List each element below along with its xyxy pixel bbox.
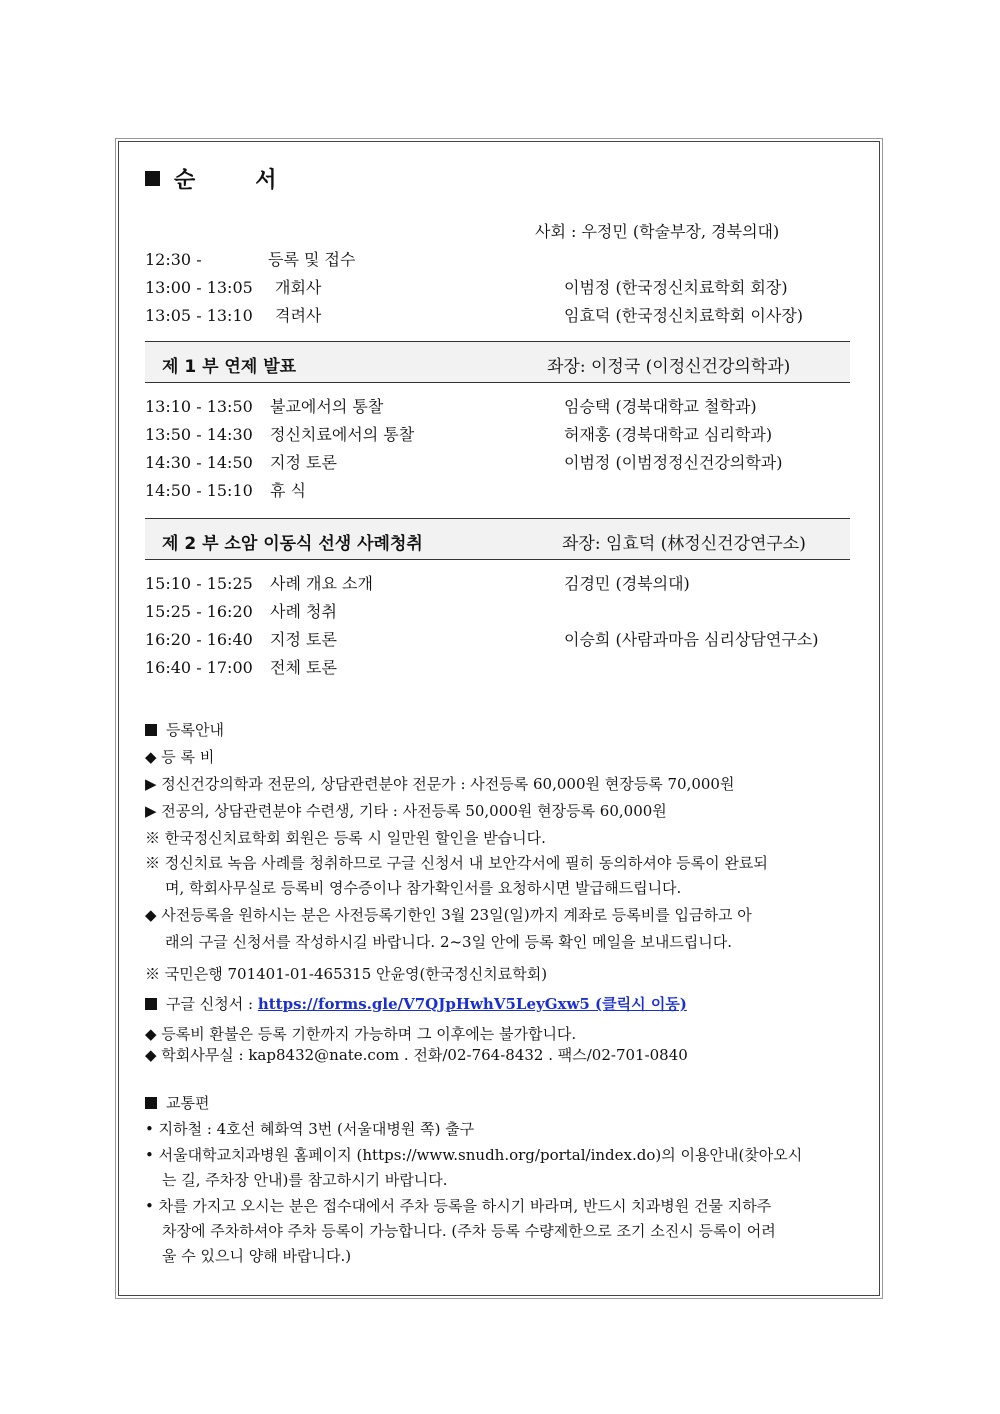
- schedule-item: 격려사: [275, 306, 322, 325]
- refund-policy: ◆ 등록비 환불은 등록 기한까지 가능하며 그 이후에는 불가합니다.: [145, 1025, 577, 1043]
- schedule-person: 이승희 (사람과마음 심리상담연구소): [564, 630, 819, 649]
- fee-line: ▶ 전공의, 상담관련분야 수련생, 기타 : 사전등록 50,000원 현장등록 60,000원: [145, 802, 667, 820]
- google-form-row: 구글 신청서 : https://forms.gle/V7QJpHwhV5LeyGxw5 (클릭시 이동): [145, 994, 687, 1014]
- office-contact: ◆ 학회사무실 : kap8432@nate.com . 전화/02-764-8432 . 팩스/02-701-0840: [145, 1046, 688, 1064]
- section1-label: 제 1 부 연제 발표: [162, 357, 297, 377]
- fee-line: ▶ 정신건강의학과 전문의, 상담관련분야 전문가 : 사전등록 60,000원 현장등록 70,000원: [145, 775, 735, 793]
- section1-header: [145, 341, 850, 383]
- transport-parking-cont2: 울 수 있으니 양해 바랍니다.): [162, 1247, 352, 1265]
- schedule-item: 사례 개요 소개: [270, 574, 373, 593]
- schedule-person: 김경민 (경북의대): [564, 574, 690, 593]
- schedule-time: 13:00 - 13:05: [145, 278, 253, 297]
- registration-heading: 등록안내: [145, 720, 224, 740]
- schedule-time: 13:10 - 13:50: [145, 397, 253, 416]
- schedule-time: 15:10 - 15:25: [145, 574, 253, 593]
- schedule-person: 허재홍 (경북대학교 심리학과): [564, 425, 773, 444]
- schedule-item: 전체 토론: [270, 658, 337, 677]
- fee-heading: ◆ 등 록 비: [145, 748, 215, 766]
- transport-homepage: • 서울대학교치과병원 홈페이지 (https://www.snudh.org/portal/index.do)의 이용안내(찾아오시: [145, 1146, 803, 1164]
- square-bullet-icon: [145, 171, 160, 186]
- security-note-cont: 며, 학회사무실로 등록비 영수증이나 참가확인서를 요청하시면 발급해드립니다.: [165, 879, 682, 897]
- schedule-item: 정신치료에서의 통찰: [270, 425, 415, 444]
- schedule-item: 개회사: [275, 278, 322, 297]
- schedule-time: 16:40 - 17:00: [145, 658, 253, 677]
- bank-account: ※ 국민은행 701401-01-465315 안윤영(한국정신치료학회): [145, 965, 548, 983]
- schedule-person: 이범정 (한국정신치료학회 회장): [564, 278, 788, 297]
- schedule-time: 12:30 -: [145, 250, 202, 269]
- section2-header: [145, 518, 850, 560]
- schedule-item: 등록 및 접수: [268, 250, 356, 269]
- preregistration-note-cont: 래의 구글 신청서를 작성하시길 바랍니다. 2~3일 안에 등록 확인 메일을 보내드립니다.: [165, 933, 733, 951]
- schedule-time: 14:50 - 15:10: [145, 481, 253, 500]
- schedule-time: 15:25 - 16:20: [145, 602, 253, 621]
- member-discount-note: ※ 한국정신치료학회 회원은 등록 시 일만원 할인을 받습니다.: [145, 829, 546, 847]
- square-bullet-icon: [145, 998, 157, 1010]
- moderator: 사회 : 우정민 (학술부장, 경북의대): [535, 222, 780, 241]
- schedule-person: 이범정 (이범정정신건강의학과): [564, 453, 783, 472]
- section2-label: 제 2 부 소암 이동식 선생 사례청취: [162, 534, 423, 554]
- schedule-item: 불교에서의 통찰: [270, 397, 384, 416]
- schedule-item: 지정 토론: [270, 630, 337, 649]
- security-note: ※ 정신치료 녹음 사례를 청취하므로 구글 신청서 내 보안각서에 필히 동의하셔야 등록이 완료되: [145, 854, 768, 872]
- transport-heading: 교통편: [145, 1093, 209, 1113]
- preregistration-note: ◆ 사전등록을 원하시는 분은 사전등록기한인 3월 23일(일)까지 계좌로 등록비를 입금하고 아: [145, 906, 752, 924]
- section2-chair: 좌장: 임효덕 (林정신건강연구소): [562, 534, 806, 554]
- schedule-item: 사례 청취: [270, 602, 337, 621]
- section1-chair: 좌장: 이정국 (이정신건강의학과): [547, 357, 791, 377]
- google-form-link[interactable]: https://forms.gle/V7QJpHwhV5LeyGxw5 (클릭시 이동): [257, 995, 687, 1013]
- schedule-item: 휴 식: [270, 481, 306, 500]
- schedule-item: 지정 토론: [270, 453, 337, 472]
- transport-parking-cont: 차장에 주차하셔야 주차 등록이 가능합니다. (주차 등록 수량제한으로 조기 소진시 등록이 어려: [162, 1222, 776, 1240]
- square-bullet-icon: [145, 1097, 157, 1109]
- schedule-time: 16:20 - 16:40: [145, 630, 253, 649]
- schedule-time: 13:50 - 14:30: [145, 425, 253, 444]
- square-bullet-icon: [145, 724, 157, 736]
- schedule-time: 13:05 - 13:10: [145, 306, 253, 325]
- schedule-time: 14:30 - 14:50: [145, 453, 253, 472]
- transport-parking: • 차를 가지고 오시는 분은 접수대에서 주차 등록을 하시기 바라며, 반드시 치과병원 건물 지하주: [145, 1197, 772, 1215]
- schedule-person: 임승택 (경북대학교 철학과): [564, 397, 757, 416]
- transport-homepage-cont: 는 길, 주차장 안내)를 참고하시기 바랍니다.: [162, 1171, 448, 1189]
- schedule-person: 임효덕 (한국정신치료학회 이사장): [564, 306, 804, 325]
- program-title: 순 서: [145, 163, 277, 194]
- transport-subway: • 지하철 : 4호선 혜화역 3번 (서울대병원 쪽) 출구: [145, 1120, 475, 1138]
